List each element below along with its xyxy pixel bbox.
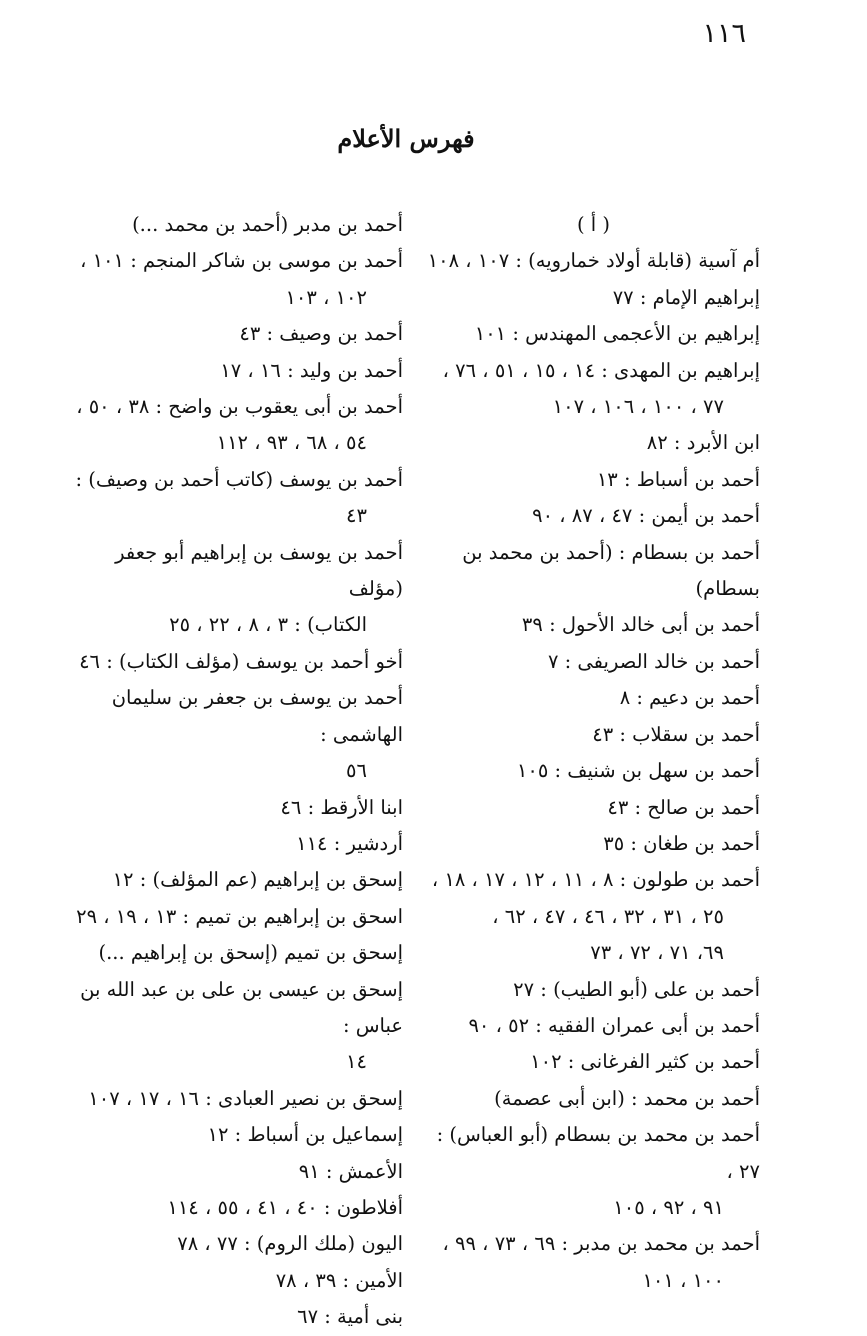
index-entry-line: أحمد بن دعيم : ٨ xyxy=(619,686,760,710)
index-entry xyxy=(420,790,760,826)
index-entry xyxy=(420,753,760,789)
index-entry-line: إسحق بن عيسى بن على بن عبد الله بن عباس : xyxy=(80,977,403,1037)
index-entry xyxy=(420,644,760,680)
index-entry-line: أحمد بن مدبر (أحمد بن محمد ...) xyxy=(132,213,403,236)
index-entry-line: أحمد بن محمد : (ابن أبى عصمة) xyxy=(494,1086,760,1110)
index-entry-line: أحمد بن موسى بن شاكر المنجم : ١٠١ ، xyxy=(80,249,403,273)
index-entry-continuation: ٢٥ ، ٣١ ، ٣٢ ، ٤٦ ، ٤٧ ، ٦٢ ، xyxy=(492,904,724,928)
index-entry xyxy=(58,1081,403,1117)
index-entry-continuation: ١٤ xyxy=(346,1050,367,1074)
index-entry xyxy=(58,1299,403,1335)
index-entry xyxy=(420,280,760,316)
index-entry-line: أحمد بن كثير الفرغانى : ١٠٢ xyxy=(530,1050,760,1074)
index-entry-line: أحمد بن سهل بن شنيف : ١٠٥ xyxy=(516,759,760,783)
index-entry-line: أردشير : ١١٤ xyxy=(296,831,403,855)
index-entry xyxy=(420,1008,760,1044)
index-entry-line: أحمد بن محمد بن بسطام (أبو العباس) : ٢٧ ، xyxy=(436,1123,760,1183)
index-entry-line: أحمد بن طولون : ٨ ، ١١ ، ١٢ ، ١٧ ، ١٨ ، xyxy=(431,868,760,892)
index-entry xyxy=(420,1226,760,1299)
index-entry xyxy=(58,353,403,389)
index-entry xyxy=(58,207,403,243)
index-entry-line: أحمد بن أبى خالد الأحول : ٣٩ xyxy=(521,613,760,637)
index-entry-line: أحمد بن يوسف بن إبراهيم أبو جعفر (مؤلف xyxy=(115,540,403,601)
index-entry-line: أحمد بن أيمن : ٤٧ ، ٨٧ ، ٩٠ xyxy=(532,504,760,528)
index-entry-line: إسحق بن نصير العبادى : ١٦ ، ١٧ ، ١٠٧ xyxy=(88,1086,403,1110)
index-entry-continuation: ٩١ ، ٩٢ ، ١٠٥ xyxy=(613,1195,724,1219)
index-entry-line: إسحق بن تميم (إسحق بن إبراهيم ...) xyxy=(98,941,403,965)
section-letter-row xyxy=(420,207,760,243)
index-entry-line: ابنا الأرقط : ٤٦ xyxy=(280,795,403,819)
index-entry-line: اليون (ملك الروم) : ٧٧ ، ٧٨ xyxy=(177,1232,403,1256)
index-entry xyxy=(58,389,403,462)
index-entry-line: أحمد بن يوسف (كاتب أحمد بن وصيف) : xyxy=(75,467,403,491)
index-entry xyxy=(58,899,403,935)
index-entry xyxy=(58,826,403,862)
index-entry-line: بنى أمية : ٦٧ xyxy=(297,1305,403,1329)
index-entry xyxy=(420,1081,760,1117)
index-entry-line: أحمد بن أسباط : ١٣ xyxy=(596,467,760,491)
index-entry-line: إسحق بن إبراهيم (عم المؤلف) : ١٢ xyxy=(112,868,403,892)
index-entry xyxy=(58,862,403,898)
index-entry xyxy=(420,1044,760,1080)
index-entry xyxy=(58,644,403,680)
index-entry-line: أحمد بن بسطام : (أحمد بن محمد بن بسطام) xyxy=(462,540,760,601)
index-entry-continuation: ١٠٢ ، ١٠٣ xyxy=(285,285,367,309)
index-entry-line: اسحق بن إبراهيم بن تميم : ١٣ ، ١٩ ، ٢٩ xyxy=(76,904,403,928)
index-entry xyxy=(58,243,403,316)
index-entry xyxy=(58,935,403,971)
index-entry xyxy=(420,316,760,352)
index-entry-line: أحمد بن خالد الصريفى : ٧ xyxy=(547,649,760,673)
index-entry-line: أحمد بن أبى يعقوب بن واضح : ٣٨ ، ٥٠ ، xyxy=(76,395,403,419)
index-entry-line: أحمد بن على (أبو الطيب) : ٢٧ xyxy=(513,977,760,1001)
index-entry-line: أحمد بن طغان : ٣٥ xyxy=(603,831,760,855)
index-entry-continuation: ٦٩، ٧١ ، ٧٢ ، ٧٣ xyxy=(590,941,724,965)
index-entry xyxy=(58,1154,403,1190)
index-entry xyxy=(420,972,760,1008)
index-entry-continuation: ٤٣ xyxy=(346,504,367,528)
index-entry-line: أحمد بن صالح : ٤٣ xyxy=(607,795,760,819)
index-entry xyxy=(420,607,760,643)
index-entry xyxy=(420,826,760,862)
index-entry-line: الأمين : ٣٩ ، ٧٨ xyxy=(275,1268,403,1292)
section-letter-alif: ( أ ) xyxy=(576,213,610,236)
index-entry xyxy=(420,243,760,279)
index-entry xyxy=(58,462,403,535)
index-entry-line: أم آسية (قابلة أولاد خمارويه) : ١٠٧ ، ١٠٨ xyxy=(427,249,760,273)
index-entry-continuation: الكتاب) : ٣ ، ٨ ، ٢٢ ، ٢٥ xyxy=(169,613,367,637)
page-title: فهرس الأعلام xyxy=(337,124,475,153)
index-entry-continuation: ١٠٠ ، ١٠١ xyxy=(642,1268,724,1292)
index-entry-line: أحمد بن وليد : ١٦ ، ١٧ xyxy=(220,358,403,382)
index-entry xyxy=(58,972,403,1081)
index-entry xyxy=(58,1263,403,1299)
index-entry-line: أخو أحمد بن يوسف (مؤلف الكتاب) : ٤٦ xyxy=(79,649,403,673)
index-entry xyxy=(420,862,760,971)
index-entry-line: أحمد بن وصيف : ٤٣ xyxy=(239,322,403,346)
index-entry-line: إسماعيل بن أسباط : ١٢ xyxy=(207,1123,403,1147)
index-entry-line: أحمد بن محمد بن مدبر : ٦٩ ، ٧٣ ، ٩٩ ، xyxy=(442,1232,760,1256)
page-number: ١١٦ xyxy=(702,18,746,49)
index-entry xyxy=(420,717,760,753)
index-entry-continuation: ٧٧ ، ١٠٠ ، ١٠٦ ، ١٠٧ xyxy=(552,395,724,419)
index-column-right xyxy=(420,207,760,1299)
index-entry xyxy=(58,316,403,352)
index-entry-line: أفلاطون : ٤٠ ، ٤١ ، ٥٥ ، ١١٤ xyxy=(167,1195,403,1219)
index-entry xyxy=(58,535,403,644)
index-entry-line: إبراهيم الإمام : ٧٧ xyxy=(612,285,760,309)
index-entry xyxy=(58,1117,403,1153)
index-entry xyxy=(420,425,760,461)
index-entry xyxy=(420,680,760,716)
index-entry-line: أحمد بن يوسف بن جعفر بن سليمان الهاشمى : xyxy=(111,686,403,746)
index-column-left xyxy=(58,207,403,1336)
index-entry xyxy=(420,535,760,608)
index-entry xyxy=(420,498,760,534)
index-entry-line: ابن الأبرد : ٨٢ xyxy=(646,431,760,455)
index-entry-line: أحمد بن سقلاب : ٤٣ xyxy=(592,722,760,746)
index-entry-line: أحمد بن أبى عمران الفقيه : ٥٢ ، ٩٠ xyxy=(468,1013,760,1037)
index-entry xyxy=(420,353,760,426)
index-entry xyxy=(420,462,760,498)
index-entry xyxy=(58,1226,403,1262)
index-entry-continuation: ٥٤ ، ٦٨ ، ٩٣ ، ١١٢ xyxy=(216,431,367,455)
index-entry-continuation: ٥٦ xyxy=(346,759,367,783)
index-entry xyxy=(58,1190,403,1226)
left-entries-list xyxy=(58,207,403,1336)
index-entry-line: إبراهيم بن الأعجمى المهندس : ١٠١ xyxy=(474,322,760,346)
index-entry xyxy=(58,790,403,826)
right-entries-list xyxy=(420,243,760,1299)
index-entry xyxy=(58,680,403,789)
index-entry-line: الأعمش : ٩١ xyxy=(298,1159,403,1183)
index-entry-line: إبراهيم بن المهدى : ١٤ ، ١٥ ، ٥١ ، ٧٦ ، xyxy=(442,358,760,382)
index-entry xyxy=(420,1117,760,1226)
